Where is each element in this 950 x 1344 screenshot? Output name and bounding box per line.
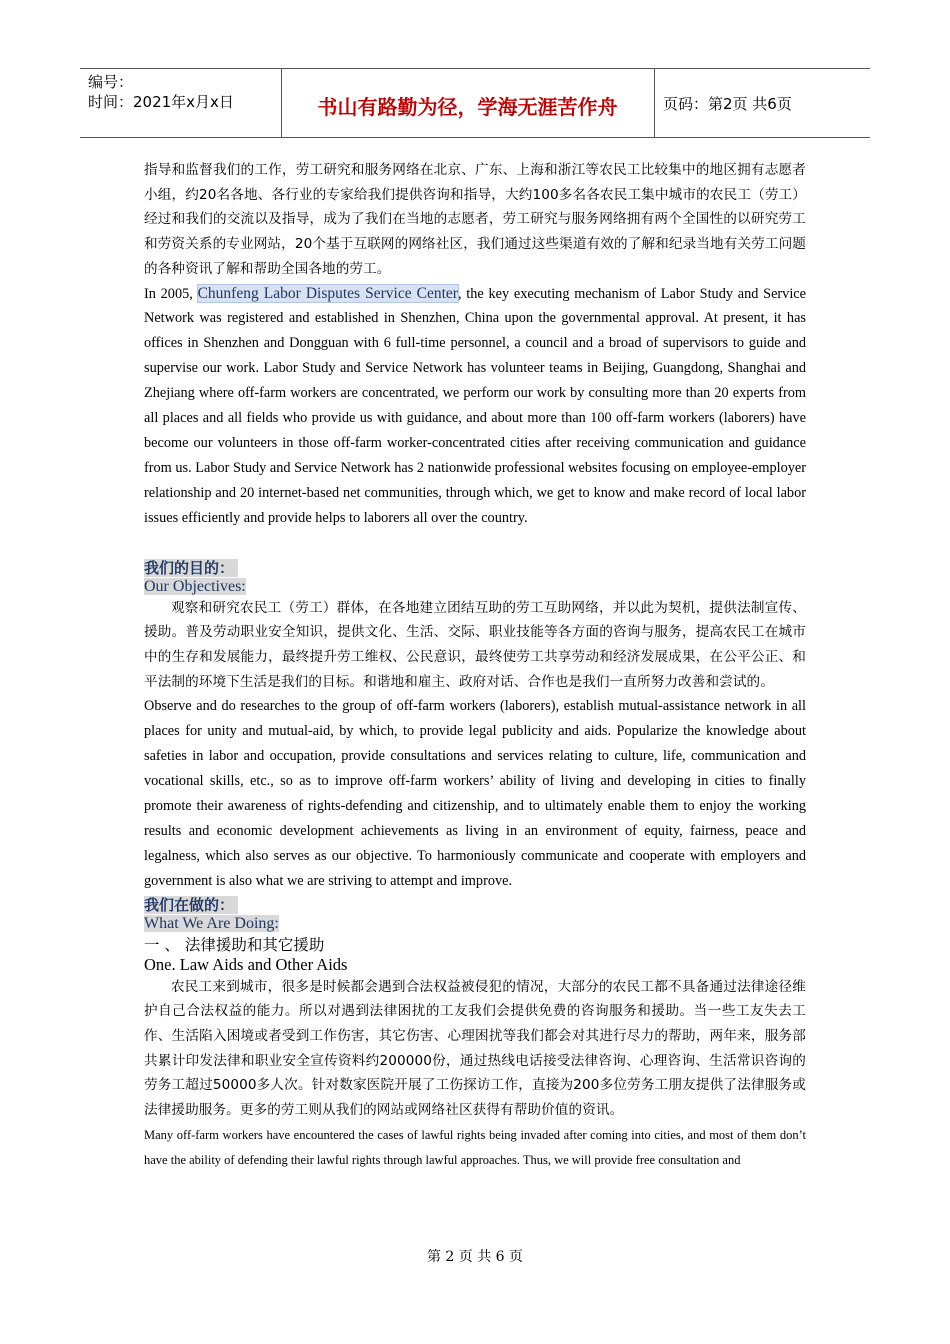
header-page-info: 页码：第2页 共6页 — [663, 95, 792, 113]
intro-zh-paragraph: 指导和监督我们的工作，劳工研究和服务网络在北京、广东、上海和浙江等农民工比较集中的地区拥有志愿者小组，约20名各地、各行业的专家给我们提供咨询和指导，大约100多名各农民工集中城市的农民工（劳工）经过和我们的交流以及指导，成为了我们在当地的志愿者，劳工研究与服务网络拥有两个全国性的以研究劳工和劳资关系的专业网站，20个基于互联网的网络社区，我们通过这些渠道有效的了解和纪录当地有关劳工问题的各种资讯了解和帮助全国各地的劳工。 — [144, 162, 806, 277]
document-time-label: 时间：2021年x月x日 — [88, 93, 234, 111]
intro-en-prefix: In 2005, — [144, 285, 198, 302]
objectives-zh-paragraph: 观察和研究农民工（劳工）群体，在各地建立团结互助的劳工互助网络，并以此为契机，提供法制宣传、援助。普及劳动职业安全知识，提供文化、生活、交际、职业技能等各方面的咨询与服务，提高农民工在城市中的生存和发展能力，最终提升劳工维权、公民意识，最终使劳工共享劳动和经济发展成果，在公平公正、和平法制的环境下生活是我们的目标。和谐地和雇主、政府对话、合作也是我们一直所努力改善和尝试的。 — [144, 599, 806, 690]
doing-zh-paragraph: 农民工来到城市，很多是时候都会遇到合法权益被侵犯的情况，大部分的农民工都不具备通过法律途径维护自己合法权益的能力。所以对遇到法律困扰的工友我们会提供免费的咨询服务和援助。当一些工友失去工作、生活陷入困境或者受到工作伤害，其它伤害、心理困扰等我们都会对其进行尽力的帮助，两年来，服务部共累计印发法律和职业安全宣传资料约200000份，通过热线电话接受法律咨询、心理咨询、生活常识咨询的劳务工超过50000多人次。针对数家医院开展了工伤探访工作，直接为200多位劳务工朋友提供了法律服务或法律援助服务。更多的劳工则从我们的网站或网络社区获得有帮助价值的资讯。 — [144, 978, 806, 1119]
intro-en-paragraph — [144, 282, 806, 531]
header-table — [80, 68, 870, 138]
objectives-heading-zh: 我们的目的： — [144, 557, 806, 578]
header-info-cell — [80, 69, 282, 137]
page-footer: 第 2 页 共 6 页 — [426, 1249, 524, 1265]
doing-heading-zh: 我们在做的： — [144, 894, 806, 915]
objectives-en-paragraph: Observe and do researches to the group of off-farm workers (laborers), establish mutual-assistance network in all places for unity and mutual-aid, by which, to provide legal publicity and aids. Popularize the knowledge about safeties in labor and occupation, provide consultations and services relating to culture, life, communication and vocational skills, etc., so as to improve off-farm workers’ ability of living and developing in cities to finally promote their awareness of rights-defending and citizenship, and to ultimately enable them to enjoy the working results and economic development achievements as living in an environment of equity, fairness, peace and legalness, which also serves as our objective. To harmoniously communicate and cooperate with employers and government is also what we are striving to attempt and improve. — [144, 698, 806, 889]
doing-subheading-en: One. Law Aids and Other Aids — [144, 954, 348, 974]
header-motto-cell — [281, 69, 655, 137]
intro-en-rest: , the key executing mechanism of Labor Study and Service Network was registered and established in Shenzhen, China upon the governmental approval. At present, it has offices in Shenzhen and Dongguan with 6 full-time personnel, a council and a broad of supervisors to guide and supervise our work. Labor Study and Service Network has volunteer teams in Beijing, Guangdong, Shanghai and Zhejiang where off-farm workers are concentrated, we perform our work by consulting more than 20 experts from all places and all fields who provide us with guidance, and about more than 100 off-farm workers (laborers) have become our volunteers in those off-farm worker-concentrated cities after receiving communication and guidance from us. Labor Study and Service Network has 2 nationwide professional websites focusing on employee-employer relationship and 20 internet-based net communities, through which, we get to know and make record of local labor issues efficiently and provide helps to laborers all over the country. — [144, 285, 806, 526]
organization-name-highlight: Chunfeng Labor Disputes Service Center — [197, 284, 458, 302]
header-page-cell — [655, 69, 870, 137]
document-body — [144, 158, 806, 1173]
objectives-heading-en: Our Objectives: — [144, 577, 246, 595]
document-code-label: 编号： — [88, 73, 134, 91]
doing-heading-en: What We Are Doing: — [144, 914, 279, 932]
doing-subheading-zh: 一 、 法律援助和其它援助 — [144, 935, 325, 954]
doing-en-paragraph: Many off-farm workers have encountered the cases of lawful rights being invaded after coming into cities, and most of them don’t have the ability of defending their lawful rights through lawful approaches. Thus, we will provide free consultation and — [144, 1127, 806, 1167]
header-motto: 书山有路勤为径，学海无涯苦作舟 — [317, 95, 618, 119]
